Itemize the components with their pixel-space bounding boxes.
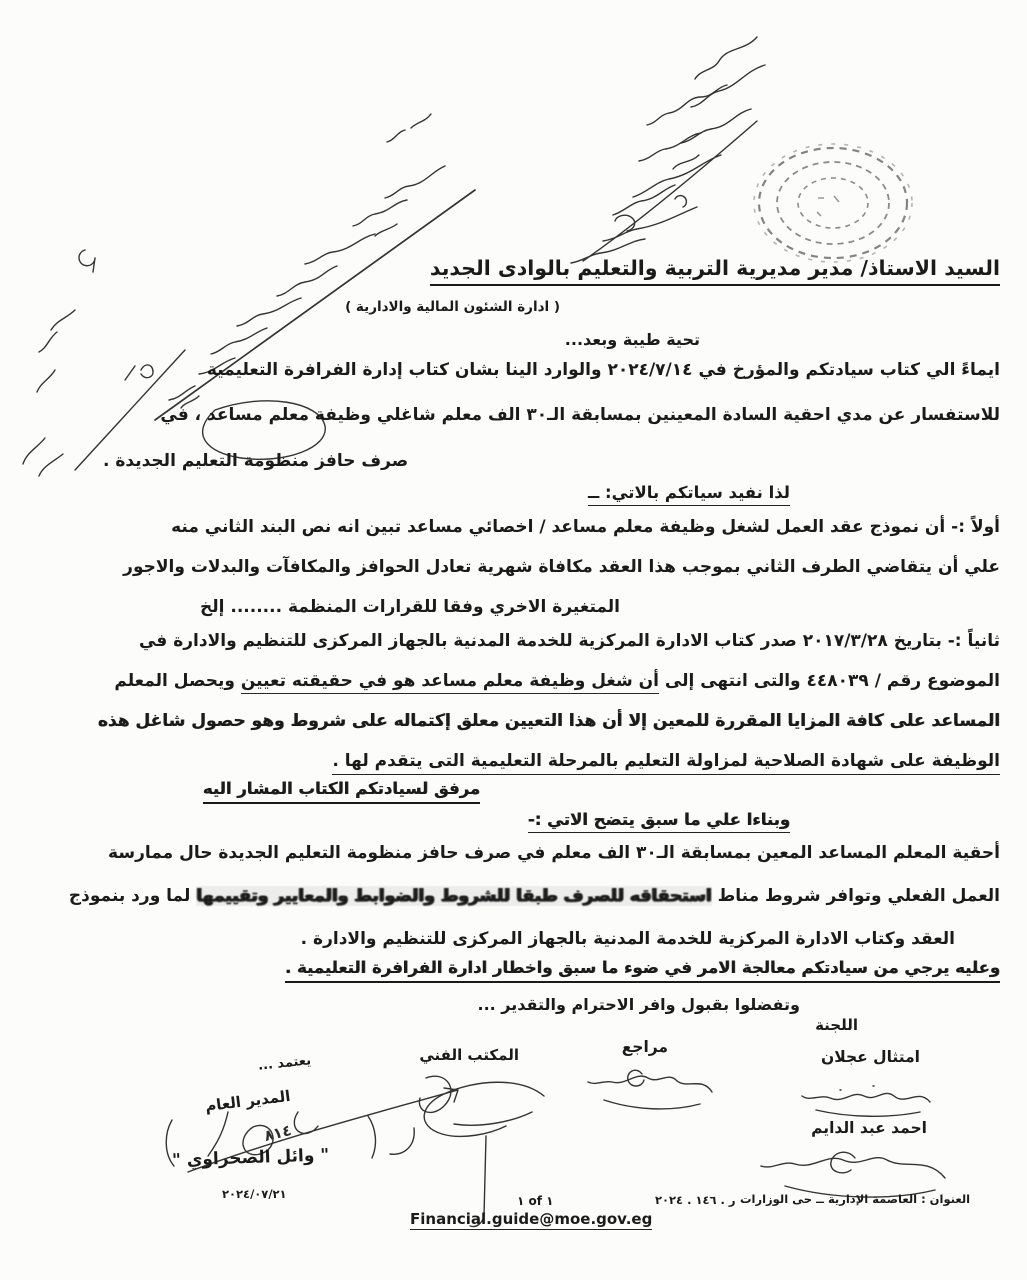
reviewer-signature-icon [572,1058,737,1120]
action-request-line: وعليه يرجي من سيادتكم معالجة الامر في ضوء ما سبق واخطار ادارة الفرافرة التعليمية . [285,958,1000,983]
intro-line-3: صرف حافز منظومة التعليم الجديدة . [103,451,409,471]
technical-office-label: المكتب الفني [419,1046,519,1064]
member1-signature-icon [780,1072,950,1122]
committee-label: اللجنة [815,1016,858,1034]
approval-note: يعتمد ... [257,1053,312,1074]
round-stamp-icon [748,140,918,270]
second-item-line-3: المساعد على كافة المزايا المقررة للمعين إلا أن هذا التعيين معلق إكتماله على شروط وهو حصول شاغل هذه [97,711,1000,731]
conclusion-line-3: العقد وكتاب الادارة المركزية للخدمة المدنية بالجهاز المركزى للتنظيم والادارة . [300,929,955,949]
conclusion-line-2-smudged: استحقاقه للصرف طبقا للشروط والضوابط والمعايير وتقييمها [196,886,712,906]
first-item-line-2: علي أن يتقاضي الطرف الثاني بموجب هذا العقد مكافاة شهرية تعادل الحوافز والمكافآت والبدلات والاجور [123,557,1000,577]
recipient-title: السيد الاستاذ/ مدير مديرية التربية والتعليم بالوادى الجديد [430,256,1000,286]
greeting-line: تحية طيبة وبعد... [564,330,700,349]
handwritten-number: ٨١٤ [262,1120,294,1146]
footer-email: Financial.guide@moe.gov.eg [410,1210,653,1228]
footer-ref-number: ر . ١٤٦ . ٢٠٢٤ [655,1193,736,1207]
footer-address: العنوان : العاصمة الإدارية ــ حى الوزارات [740,1192,971,1206]
second-item-line-2-underlined: أن شغل وظيفة معلم مساعد هو في حقيقته تعيين [241,671,659,694]
inform-heading: لذا نفيد سياتكم بالاتي: ــ [588,483,790,506]
second-item-line-2-start: الموضوع رقم / ٤٤٨٠٣٩ والتى انتهى إلى [658,671,1000,691]
footer-date: ٢٠٢٤/٠٧/٢١ [222,1187,287,1201]
committee-member1-name: امتثال عجلان [821,1048,920,1066]
conclusion-line-2-start: العمل الفعلي وتوافر شروط مناط [711,886,1000,906]
second-item-line-2 [114,671,1000,691]
conclusion-line-2 [69,886,1000,906]
attachment-note: مرفق لسيادتكم الكتاب المشار اليه [203,779,480,804]
second-item-line-2-end: ويحصل المعلم [114,671,241,691]
first-item-line-3: المتغيرة الاخري وفقا للقرارات المنظمة ........ إلخ [199,597,620,617]
conclusion-line-1: أحقية المعلم المساعد المعين بمسابقة الـ٣٠ الف معلم في صرف حافز منظومة التعليم الجديدة حال ممارسة [108,843,1000,863]
handwritten-annotation-top-icon [465,25,785,275]
intro-line-1: ايماءً الي كتاب سيادتكم والمؤرخ في ٢٠٢٤/٧/١٤ والوارد الينا بشان كتاب إدارة الفرافرة التعليمية [206,360,1000,380]
reviewer-label: مراجع [621,1038,668,1056]
second-item-line-1: ثانياً :- بتاريخ ٢٠١٧/٣/٢٨ صدر كتاب الادارة المركزية للخدمة المدنية بالجهاز المركزى للتنظيم والادارة في [138,631,1000,651]
conclusion-line-2-end: لما ورد بنموذج [68,886,197,906]
second-item-line-4: الوظيفة على شهادة الصلاحية لمزاولة التعليم بالمرحلة التعليمية التى يتقدم لها . [332,751,1000,775]
footer-page-indicator: ١ of ١ [517,1194,554,1208]
conclusion-heading: وبناءا علي ما سبق يتضح الاتي :- [528,810,790,833]
department-line: ( ادارة الشئون المالية والادارية ) [345,299,560,315]
first-item-line-1: أولاً :- أن نموذج عقد العمل لشغل وظيفة معلم مساعد / اخصائي مساعد تبين انه نص البند الثاني منه [171,517,1000,537]
general-manager-signature-icon [158,1072,478,1187]
committee-member2-name: احمد عبد الدايم [811,1119,927,1137]
closing-line: وتفضلوا بقبول وافر الاحترام والتقدير ... [477,995,800,1014]
general-manager-label: المدير العام [204,1086,292,1116]
general-manager-name: " وائل الصحراوي " [171,1145,330,1171]
intro-line-2: للاستفسار عن مدي احقية السادة المعينين بمسابقة الـ٣٠ الف معلم شاغلي وظيفة معلم مساعد ، في [160,405,1000,425]
